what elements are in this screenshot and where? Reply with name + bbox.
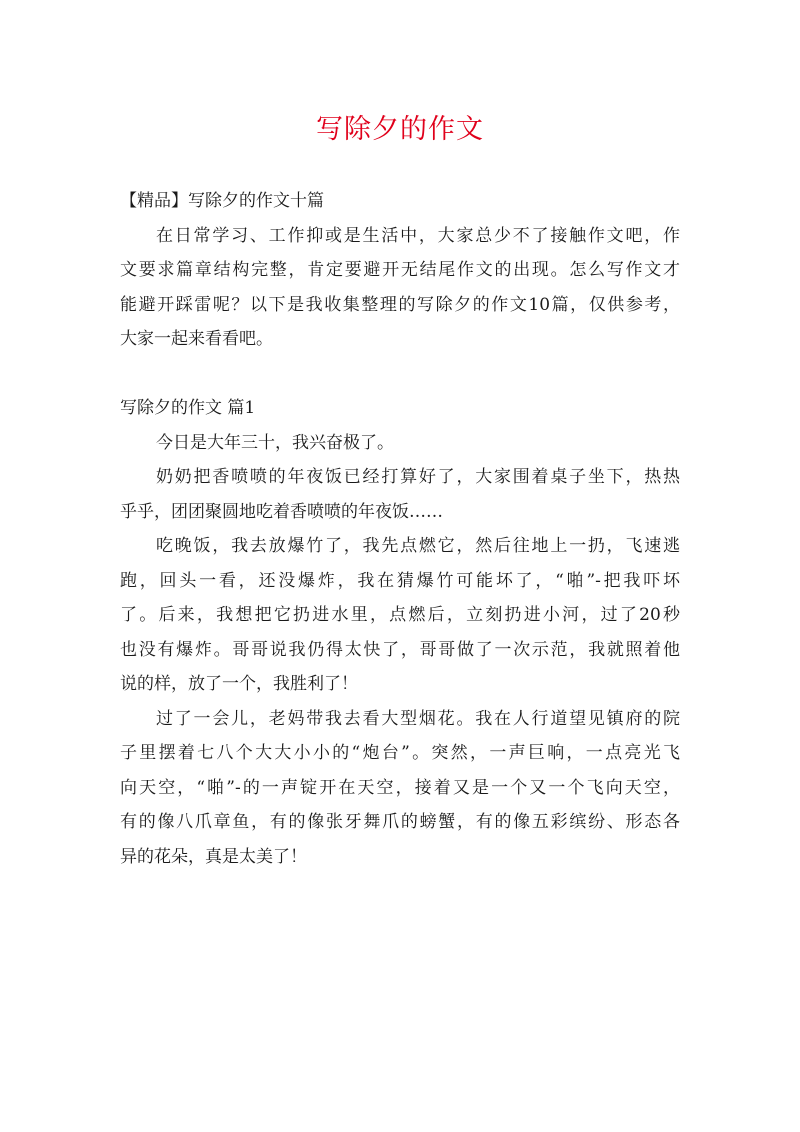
paragraph-line: 了。后来，我想把它扔进水里，点燃后，立刻扔进小河，过了20秒 xyxy=(120,605,680,625)
paragraph-line: 过了一会儿，老妈带我去看大型烟花。我在人行道望见镇府的院 xyxy=(156,708,680,729)
paragraph-line: 在日常学习、工作抑或是生活中，大家总少不了接触作文吧，作 xyxy=(156,225,680,246)
paragraph-line: 大家一起来看看吧。 xyxy=(120,329,273,349)
paragraph-line: 向天空，“啪”-的一声锭开在天空，接着又是一个又一个飞向天空， xyxy=(120,777,680,798)
story-paragraph-2 xyxy=(120,460,680,529)
paragraph-line: 能避开踩雷呢？以下是我收集整理的写除夕的作文10篇，仅供参考， xyxy=(120,294,680,315)
paragraph-line: 吃晚饭，我去放爆竹了，我先点燃它，然后往地上一扔，飞速逃 xyxy=(156,536,680,556)
paragraph-line: 乎乎，团团聚圆地吃着香喷喷的年夜饭…… xyxy=(120,501,443,522)
document-body xyxy=(120,184,680,874)
blank-line xyxy=(120,357,680,392)
story-paragraph-1 xyxy=(120,426,680,461)
story-paragraph-4 xyxy=(120,702,680,875)
paragraph-line: 文要求篇章结构完整，肯定要避开无结尾作文的出现。怎么写作文才 xyxy=(120,260,680,280)
paragraph-line: 异的花朵，真是太美了！ xyxy=(120,846,307,867)
paragraph-line: 有的像八爪章鱼，有的像张牙舞爪的螃蟹，有的像五彩缤纷、形态各 xyxy=(120,812,680,832)
paragraph-line: 跑，回头一看，还没爆炸，我在猜爆竹可能坏了，“啪”-把我吓坏 xyxy=(120,570,680,591)
intro-paragraph xyxy=(120,219,680,357)
paragraph-line: 也没有爆炸。哥哥说我仍得太快了，哥哥做了一次示范，我就照着他 xyxy=(120,639,680,660)
section-heading: 写除夕的作文 篇1 xyxy=(120,398,256,418)
paragraph-line: 今日是大年三十，我兴奋极了。 xyxy=(156,432,394,453)
story-paragraph-3 xyxy=(120,529,680,702)
subtitle-line: 【精品】写除夕的作文十篇 xyxy=(120,191,324,211)
document-title: 写除夕的作文 xyxy=(316,114,484,145)
paragraph-line: 子里摆着七八个大大小小的“炮台”。突然，一声巨响，一点亮光飞 xyxy=(120,743,680,763)
paragraph-line: 说的样，放了一个，我胜利了！ xyxy=(120,674,358,694)
paragraph-line: 奶奶把香喷喷的年夜饭已经打算好了，大家围着桌子坐下，热热 xyxy=(156,467,680,487)
